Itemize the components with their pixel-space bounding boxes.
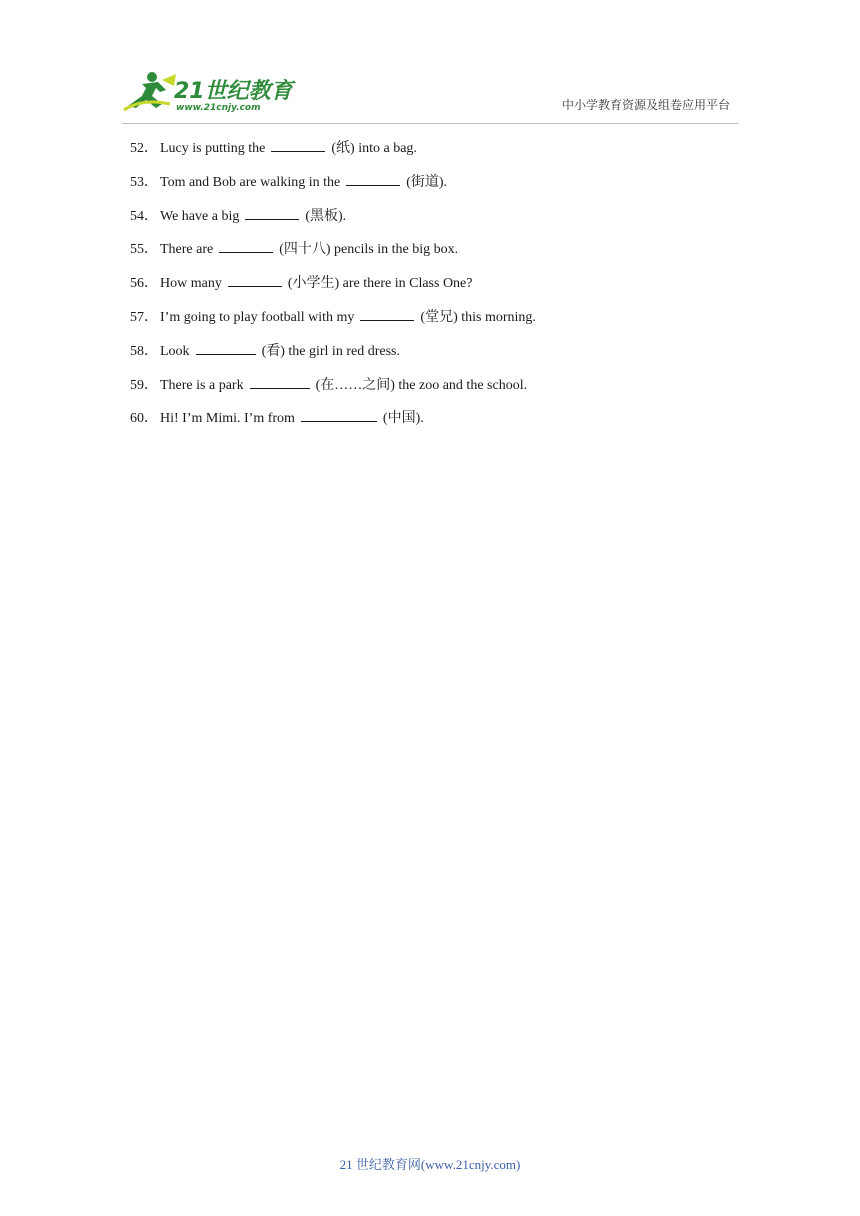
question-item bbox=[130, 374, 750, 408]
platform-tagline: 中小学教育资源及组卷应用平台 bbox=[561, 98, 730, 112]
question-number: 56． bbox=[130, 276, 158, 292]
question-item bbox=[130, 205, 750, 239]
question-text: There are bbox=[160, 242, 214, 258]
question-text: Hi! I’m Mimi. I’m from bbox=[160, 411, 295, 427]
question-number: 57． bbox=[130, 309, 158, 325]
answer-blank[interactable] bbox=[245, 205, 299, 220]
logo-wordmark: 21世纪教育 bbox=[174, 79, 293, 104]
question-text: Tom and Bob are walking in the bbox=[160, 174, 341, 190]
question-hint: (街道). bbox=[406, 174, 448, 190]
question-item bbox=[130, 137, 750, 171]
question-number: 53． bbox=[130, 174, 158, 190]
page-header bbox=[0, 0, 860, 125]
answer-blank[interactable] bbox=[196, 340, 256, 355]
question-hint: (中国). bbox=[382, 411, 424, 427]
answer-blank[interactable] bbox=[228, 272, 282, 287]
header-divider bbox=[122, 123, 738, 124]
question-number: 55． bbox=[130, 242, 158, 258]
question-number: 58． bbox=[130, 343, 158, 359]
site-logo[interactable] bbox=[122, 68, 297, 116]
question-item bbox=[130, 407, 750, 441]
question-number: 59． bbox=[130, 377, 158, 393]
question-item bbox=[130, 238, 750, 272]
question-item bbox=[130, 171, 750, 205]
answer-blank[interactable] bbox=[250, 374, 310, 389]
question-text: There is a park bbox=[160, 377, 244, 393]
question-hint: (纸) into a bag. bbox=[331, 141, 417, 156]
question-hint: (小学生) are there in Class One? bbox=[287, 276, 473, 292]
question-item bbox=[130, 340, 750, 374]
answer-blank[interactable] bbox=[360, 306, 414, 321]
question-item bbox=[130, 272, 750, 306]
question-number: 60． bbox=[130, 411, 158, 427]
logo-url: www.21cnjy.com bbox=[176, 103, 261, 113]
page-footer[interactable]: 21 世纪教育网(www.21cnjy.com) bbox=[339, 1157, 521, 1172]
question-text: Lucy is putting the bbox=[160, 141, 266, 156]
question-text: Look bbox=[160, 343, 190, 359]
question-text: I’m going to play football with my bbox=[160, 309, 355, 325]
question-hint: (看) the girl in red dress. bbox=[261, 343, 400, 359]
question-text: We have a big bbox=[160, 208, 240, 224]
question-number: 54． bbox=[130, 208, 158, 224]
question-item bbox=[130, 306, 750, 340]
answer-blank[interactable] bbox=[271, 137, 325, 152]
question-hint: (四十八) pencils in the big box. bbox=[279, 242, 459, 258]
question-hint: (在……之间) the zoo and the school. bbox=[315, 377, 528, 393]
answer-blank[interactable] bbox=[301, 407, 377, 422]
answer-blank[interactable] bbox=[346, 171, 400, 186]
question-hint: (黑板). bbox=[305, 208, 347, 224]
runner-logo-icon bbox=[122, 68, 297, 116]
question-list bbox=[130, 137, 750, 441]
question-text: How many bbox=[160, 276, 222, 292]
question-number: 52． bbox=[130, 141, 158, 156]
answer-blank[interactable] bbox=[219, 238, 273, 253]
question-hint: (堂兄) this morning. bbox=[420, 309, 536, 325]
